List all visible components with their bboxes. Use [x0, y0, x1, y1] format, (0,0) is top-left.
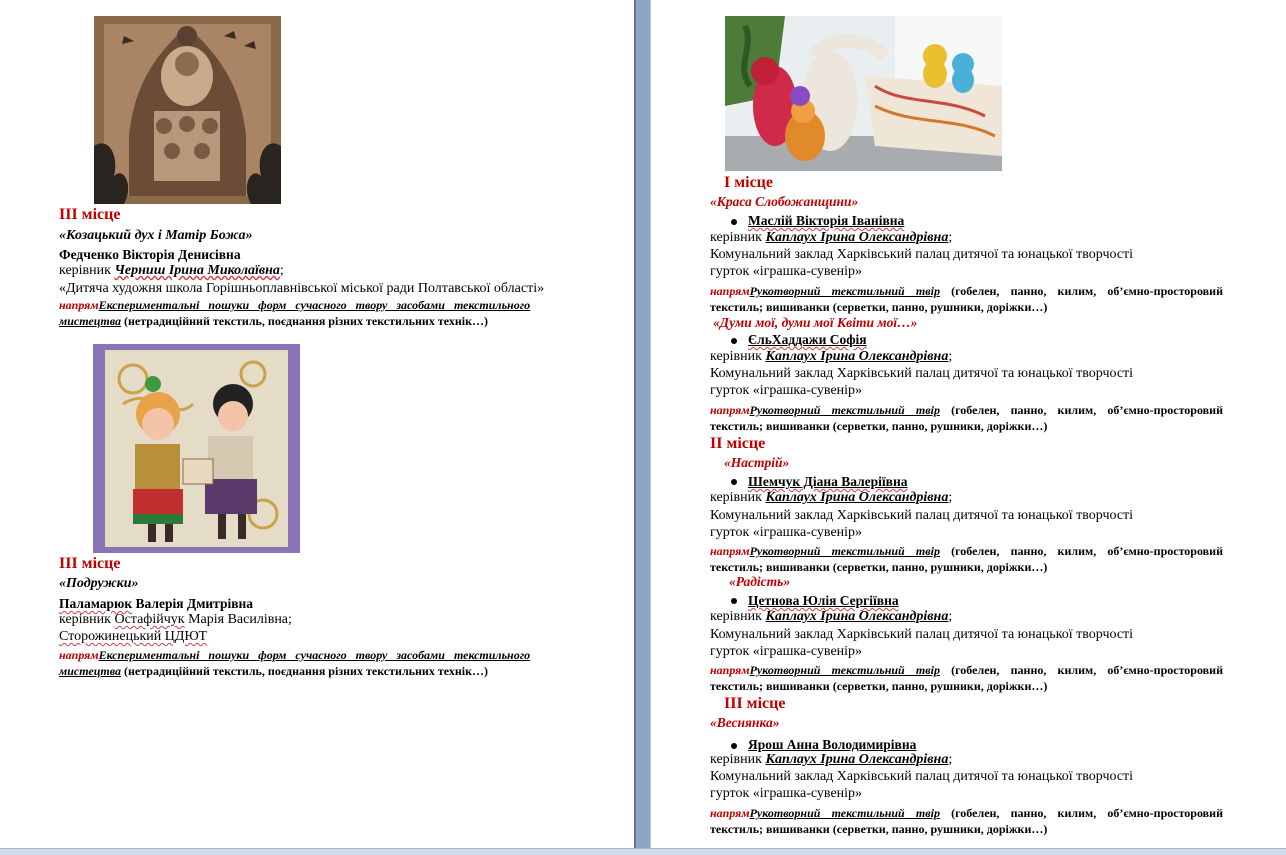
supervisor-prefix: керівник: [59, 263, 115, 278]
supervisor-name: Черниш Ірина Миколаївна: [114, 263, 280, 278]
title-1: «Краса Слобожанщини»: [710, 194, 859, 209]
direction-text: Рукотворний текстильний твір: [749, 544, 940, 558]
title-2: «Думи мої, думи мої Квіти мої…»: [713, 315, 918, 330]
club-3: гурток «іграшка-сувенір»: [710, 525, 863, 540]
institution-4: Комунальний заклад Харківський палац дитячої та юнацької творчості: [710, 627, 1134, 642]
supervisor-1: [710, 230, 952, 246]
bullet-1: [731, 219, 737, 225]
right-page: [651, 0, 1286, 855]
institution-1: Комунальний заклад Харківський палац дитячої та юнацької творчості: [710, 247, 1134, 262]
left-page: [0, 0, 634, 855]
supervisor-name: Каплаух Ірина Олександрівна: [765, 752, 949, 767]
supervisor-prefix: керівник: [710, 609, 766, 624]
direction-details: (гобелен, панно, килим, об’ємно-просторовий текстиль; вишиванки (серветки, панно, рушники, доріжки…): [710, 544, 1223, 574]
title-4: «Радість»: [729, 574, 791, 589]
direction-details: (гобелен, панно, килим, об’ємно-просторовий текстиль; вишиванки (серветки, панно, рушники, доріжки…): [710, 403, 1223, 433]
bullet-2: [731, 338, 737, 344]
supervisor-suffix: ;: [948, 349, 953, 364]
direction-details: (гобелен, панно, килим, об’ємно-просторовий текстиль; вишиванки (серветки, панно, рушники, доріжки…): [710, 663, 1223, 693]
institution-2: Комунальний заклад Харківський палац дитячої та юнацької творчості: [710, 366, 1134, 381]
page-gutter: [634, 0, 651, 855]
direction-text-cont: мистецтва: [59, 664, 122, 678]
supervisor-prefix: керівник: [710, 230, 766, 245]
entry2-direction: [59, 647, 589, 679]
entry2-place: ІІІ місце: [59, 555, 121, 572]
participant-2: [748, 332, 867, 348]
institution-3: Комунальний заклад Харківський палац дитячої та юнацької творчості: [710, 508, 1134, 523]
direction-text: Рукотворний текстильний твір: [749, 806, 940, 820]
entry2-supervisor-line: [59, 612, 292, 628]
entry2-participant: [59, 596, 253, 612]
direction-label: напрям: [59, 648, 99, 662]
club-5: гурток «іграшка-сувенір»: [710, 786, 863, 801]
artwork-photo-toys: [725, 16, 1002, 171]
artwork-photo-kozatskyi-dukh: [94, 16, 281, 204]
supervisor-suffix: ;: [948, 609, 953, 624]
entry1-title: «Козацький дух і Матір Божа»: [59, 228, 253, 243]
bullet-5: [731, 743, 737, 749]
supervisor-prefix: керівник: [59, 612, 115, 627]
club-1: гурток «іграшка-сувенір»: [710, 264, 863, 279]
supervisor-prefix: керівник: [710, 752, 766, 767]
place-2: ІІ місце: [710, 435, 766, 452]
entry1-supervisor-line: [59, 263, 284, 279]
direction-details: (гобелен, панно, килим, об’ємно-просторовий текстиль; вишиванки (серветки, панно, рушники, доріжки…): [710, 806, 1223, 836]
supervisor-name: Каплаух Ірина Олександрівна: [765, 490, 949, 505]
participant-5: [748, 737, 916, 753]
direction-label: напрям: [59, 298, 99, 312]
direction-text: Рукотворний текстильний твір: [749, 663, 940, 677]
supervisor-name: Каплаух Ірина Олександрівна: [765, 230, 949, 245]
place-3: ІІІ місце: [724, 695, 786, 712]
direction-text: Експериментальні пошуки форм сучасного твору засобами текстильного: [98, 648, 531, 662]
supervisor-2: [710, 349, 952, 365]
entry2-title: «Подружки»: [59, 576, 139, 591]
direction-text: Рукотворний текстильний твір: [749, 403, 940, 417]
direction-text: Рукотворний текстильний твір: [749, 284, 940, 298]
supervisor-suffix: ;: [279, 263, 284, 278]
participant-name: Цетнова Юлія Сергіївна: [748, 593, 899, 608]
participant-4: [748, 593, 899, 609]
direction-4: [710, 662, 1223, 694]
artwork-photo-podruzhky: [93, 344, 300, 553]
supervisor-name: Каплаух Ірина Олександрівна: [765, 609, 949, 624]
direction-1: [710, 283, 1223, 315]
direction-label: напрям: [710, 806, 750, 820]
supervisor-suffix: ;: [948, 752, 953, 767]
participant-name: ЄльХаддажи Софія: [748, 332, 867, 347]
participant-1: [748, 213, 904, 229]
supervisor-3: [710, 490, 952, 506]
place-1: І місце: [724, 174, 773, 191]
direction-details: (нетрадиційний текстиль, поєднання різних текстильних технік…): [121, 664, 488, 678]
direction-label: напрям: [710, 663, 750, 677]
direction-2: [710, 402, 1223, 434]
supervisor-prefix: керівник: [710, 490, 766, 505]
club-2: гурток «іграшка-сувенір»: [710, 383, 863, 398]
direction-details: (гобелен, панно, килим, об’ємно-просторовий текстиль; вишиванки (серветки, панно, рушники, доріжки…): [710, 284, 1223, 314]
supervisor-suffix: ;: [948, 490, 953, 505]
bullet-3: [731, 479, 737, 485]
direction-3: [710, 543, 1223, 575]
supervisor-name: Марія Василівна;: [184, 612, 292, 627]
participant-name: Ярош Анна Володимирівна: [748, 737, 917, 752]
supervisor-surname: Остафійчук: [114, 612, 185, 627]
bullet-4: [731, 598, 737, 604]
direction-text: Експериментальні пошуки форм сучасного твору засобами текстильного: [98, 298, 531, 312]
direction-details: (нетрадиційний текстиль, поєднання різних текстильних технік…): [121, 314, 488, 328]
participant-surname: Паламарюк: [59, 596, 133, 611]
direction-label: напрям: [710, 403, 750, 417]
participant-name: Валерія Дмитрівна: [132, 596, 254, 611]
supervisor-5: [710, 752, 952, 768]
title-3: «Настрій»: [724, 455, 790, 470]
supervisor-4: [710, 609, 952, 625]
direction-label: напрям: [710, 284, 750, 298]
participant-name: Шемчук Діана Валеріївна: [748, 474, 908, 489]
direction-5: [710, 805, 1223, 837]
participant-name: Маслій Вікторія Іванівна: [748, 213, 905, 228]
club-4: гурток «іграшка-сувенір»: [710, 644, 863, 659]
entry2-institution: Сторожинецький ЦДЮТ: [59, 629, 208, 644]
institution-5: Комунальний заклад Харківський палац дитячої та юнацької творчості: [710, 769, 1134, 784]
direction-text-cont: мистецтва: [59, 314, 122, 328]
entry1-direction: [59, 297, 589, 329]
entry1-place: ІІІ місце: [59, 206, 121, 223]
supervisor-suffix: ;: [948, 230, 953, 245]
entry1-participant: Федченко Вікторія Денисівна: [59, 247, 241, 262]
status-bar-edge: [0, 848, 1286, 855]
participant-3: [748, 474, 908, 490]
title-5: «Веснянка»: [710, 715, 780, 730]
supervisor-prefix: керівник: [710, 349, 766, 364]
entry1-institution: «Дитяча художня школа Горішньоплавнівської міської ради Полтавської області»: [59, 281, 545, 296]
supervisor-name: Каплаух Ірина Олександрівна: [765, 349, 949, 364]
direction-label: напрям: [710, 544, 750, 558]
